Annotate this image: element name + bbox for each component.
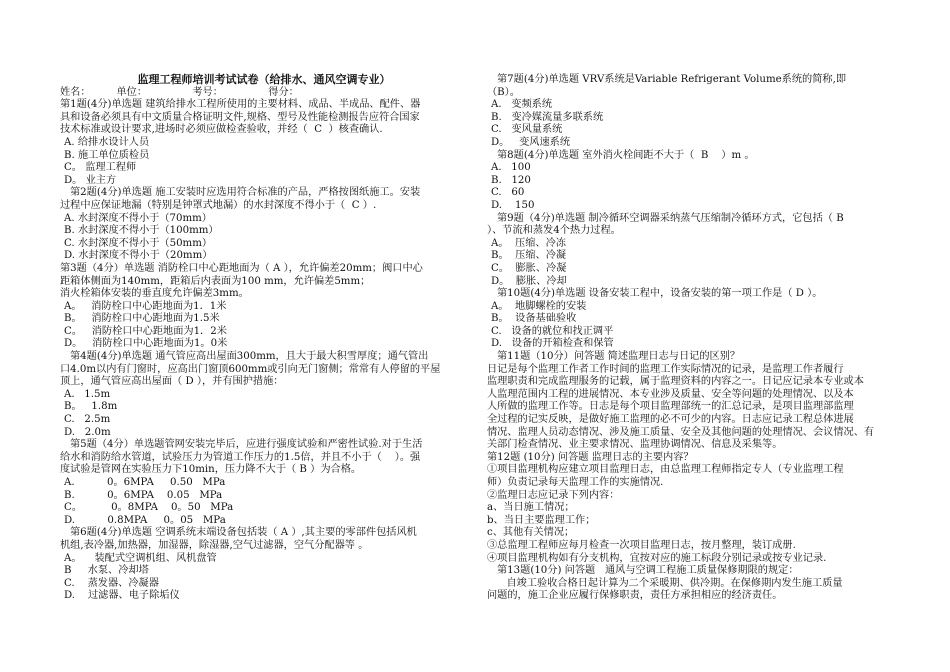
page-title: 监理工程师培训考试试卷（给排水、通风空调专业） — [137, 73, 391, 86]
text-line: D. 150 — [491, 199, 535, 211]
text-line: 第10题(4分)单选题 设备安装工程中，设备安装的第一项工作是（ D ）。 — [497, 288, 823, 300]
text-line: 问题的，施工企业应履行保修职责，责任方承担相应的经济责任。 — [487, 590, 783, 602]
text-line: A. 0。6MPA 0.50 MPa — [64, 477, 226, 488]
text-line: B。 压缩、冷凝 — [491, 250, 567, 262]
text-line: A. 变频系统 — [491, 99, 553, 111]
text-line: 第13题(10分) 问答题 通风与空调工程施工质量保修期限的规定： — [497, 565, 799, 577]
text-line: 第11题（10分）问答题 简述监理日志与日记的区别？ — [497, 351, 741, 363]
text-line: 第9题（4分)单选题 制冷循环空调器采纳蒸气压缩制冷循环方式，它包括（ B — [497, 212, 844, 224]
text-line: 人监理范围内工程的进展情况、本专业涉及质量、安全等问题的处理情况、以及本 — [487, 388, 854, 400]
text-line: C. 蒸发器、冷凝器 — [64, 577, 159, 589]
text-line: D。 业主方 — [64, 174, 117, 186]
text-line: C. 设备的就位和找正调平 — [491, 325, 614, 337]
text-line: c、其他有关情况； — [487, 527, 575, 539]
text-line: a、当日施工情况； — [487, 502, 575, 514]
text-line: C。 膨胀、冷凝 — [491, 262, 567, 274]
text-line: 第6题(4分)单选题 空调系统末端设备包括装（ A ）,其主要的零部件包括风机 — [70, 527, 417, 539]
text-line: C. 60 — [491, 187, 525, 199]
text-line: D。 膨胀、冷却 — [491, 275, 567, 287]
text-line: D. 2.0m — [64, 426, 111, 438]
text-line: 技术标准或设计要求,进场时必须应做检查验收，并经（ C ）核查确认. — [60, 124, 383, 136]
text-line: 监理职责和完成监理服务的记载，属于监理资料的内容之一。日记应记录本专业或本 — [487, 376, 864, 388]
text-line: D。 变风速系统 — [491, 136, 571, 148]
text-line: A。 装配式空调机组、风机盘管 — [64, 552, 217, 564]
text-line: 度试验是管网在实验压力下10min，压力降不大于（ B ）为合格。 — [60, 464, 362, 476]
text-line: B. 施工单位质检员 — [64, 149, 150, 161]
text-line: 情况、监理人员动态情况、涉及施工质量、安全及其他问题的处理情况、会议情况、有 — [487, 426, 875, 438]
text-line: D. 设备的开箱检查和保管 — [491, 338, 614, 350]
text-line: B。 设备基础验收 — [491, 313, 577, 325]
text-line: 第1题(4分)单选题 建筑给排水工程所使用的主要材料、成品、半成品、配件、器 — [60, 99, 421, 111]
text-line: 第8题(4分)单选题 室外消火栓间距不大于（ B ）m 。 — [497, 149, 755, 161]
text-line: 第4题(4分)单选题 通气管应高出屋面300mm，且大于最大积雪厚度；通气管出 — [70, 351, 429, 363]
text-line: 距箱体侧面为140mm，距箱后内表面为100 mm，允许偏差5mm； — [60, 275, 371, 287]
text-line: 第5题（4分）单选题管网安装完毕后，应进行强度试验和严密性试验.对于生活 — [70, 439, 423, 451]
text-line: B. 120 — [491, 174, 531, 186]
text-line: B 水泵、冷却塔 — [64, 565, 149, 577]
text-line: A。 地脚螺栓的安装 — [491, 300, 587, 312]
text-line: A。 压缩、冷冻 — [491, 237, 566, 249]
text-line: 第12题 (10分) 问答题 监理日志的主要内容？ — [487, 451, 694, 463]
text-line: B。 消防栓口中心距地面为1.5米 — [64, 313, 220, 325]
text-line: 全过程的记实反映，是做好施工监理的必不可少的内容。日志应记录工程总体进展 — [487, 414, 854, 426]
text-line: A. 1.5m — [64, 388, 111, 400]
text-line: D. 过滤器、电子除垢仪 — [64, 590, 180, 602]
text-line: A。 消防栓口中心距地面为1．1米 — [64, 300, 227, 312]
text-line: 第7题(4分)单选题 VRV系统是Variable Refrigerant Volume系统的简称,即 — [497, 74, 847, 85]
text-line: 第3题（4分）单选题 消防栓口中心距地面为（ A ），允许偏差20mm；阀口中心 — [60, 262, 423, 274]
text-line: D. 0.8MPA 0。05 MPa — [64, 514, 226, 526]
right-question-list — [487, 74, 893, 603]
text-line: 具和设备必须具有中文质量合格证明文件,规格、型号及性能检测报告应符合国家 — [60, 111, 420, 123]
right-column — [487, 74, 893, 603]
text-line: ②监理日志应记录下列内容： — [487, 489, 620, 501]
text-line: C。 0。8MPA 0。50 MPa — [64, 502, 234, 514]
text-line: B. 变冷媒流量多联系统 — [491, 111, 604, 123]
text-line: C。 消防栓口中心距地面为1．2米 — [64, 325, 227, 337]
text-line: D. 水封深度不得小于（20mm） — [64, 250, 213, 262]
text-line: A. 水封深度不得小于（70mm） — [64, 212, 212, 224]
text-line: 日记是每个监理工作者工作时间的监理工作实际情况的记录，是监理工作者履行 — [487, 363, 844, 375]
text-line: B. 水封深度不得小于（100mm） — [64, 225, 219, 237]
text-line: ③总监理工程师应每月检查一次项目监理日志，按月整理，装订成册. — [487, 539, 796, 551]
text-line: A. 100 — [491, 162, 531, 174]
text-line: 关部门检查情况、业主要求情况、监理协调情况、信息及采集等。 — [487, 439, 783, 451]
text-line: 口4.0m以内有门窗时，应高出门窗顶600mm或引向无门窗侧；常常有人停留的平屋 — [60, 363, 441, 375]
text-line: 自竣工验收合格日起计算为二个采暖期、供冷期。在保修期内发生施工质量 — [487, 577, 843, 589]
left-column — [60, 74, 468, 603]
text-line: A. 给排水设计人员 — [64, 136, 150, 148]
exam-info-line: 姓名： 单位： 考号： 得分： — [60, 86, 299, 98]
text-line: （B）。 — [487, 86, 520, 98]
text-line: 顶上，通气管应高出屋面（ D ），并有围护措施： — [60, 376, 284, 388]
text-line: ①项目监理机构应建立项目监理日志，由总监理工程师指定专人（专业监理工程 — [487, 464, 844, 476]
text-line: b、当日主要监理工作； — [487, 514, 596, 526]
text-line: 第2题(4分)单选题 施工安装时应选用符合标准的产品，严格按图纸施工。安装 — [70, 187, 421, 199]
text-line: C。 监理工程师 — [64, 162, 137, 174]
text-line: 机组,表冷器,加热器，加湿器，除湿器,空气过滤器，空气分配器等 。 — [60, 539, 369, 551]
text-line: B. 0。6MPA 0.05 MPa — [64, 489, 223, 501]
left-question-list — [60, 99, 468, 603]
text-line: C. 变风量系统 — [491, 124, 563, 136]
text-line: C. 水封深度不得小于（50mm） — [64, 237, 213, 249]
text-line: 消火栓箱体安装的垂直度允许偏差3mm。 — [60, 288, 249, 300]
text-line: 人所做的监理工作等。日志是每个项目监理部统一的汇总记录，是项目监理部监理 — [487, 401, 854, 413]
text-line: 给水和消防给水管道，试验压力为管道工作压力的1.5倍，并且不小于（ ）。强 — [60, 451, 421, 463]
text-line: C. 2.5m — [64, 414, 111, 426]
text-line: 师）负责记录每天监理工作的实施情况. — [487, 477, 664, 488]
text-line: 过程中应保证地漏（特别是钟罩式地漏）的水封深度不得小于（ C ）. — [60, 199, 377, 211]
text-line: ④项目监理机构如有分支机构，宜按对应的施工标段分别记录或按专业记录. — [487, 552, 827, 564]
text-line: D。 消防栓口中心距地面为1。0米 — [64, 338, 228, 350]
text-line: ）、节流和蒸发4个热力过程。 — [487, 225, 621, 237]
text-line: B。 1.8m — [64, 401, 118, 413]
